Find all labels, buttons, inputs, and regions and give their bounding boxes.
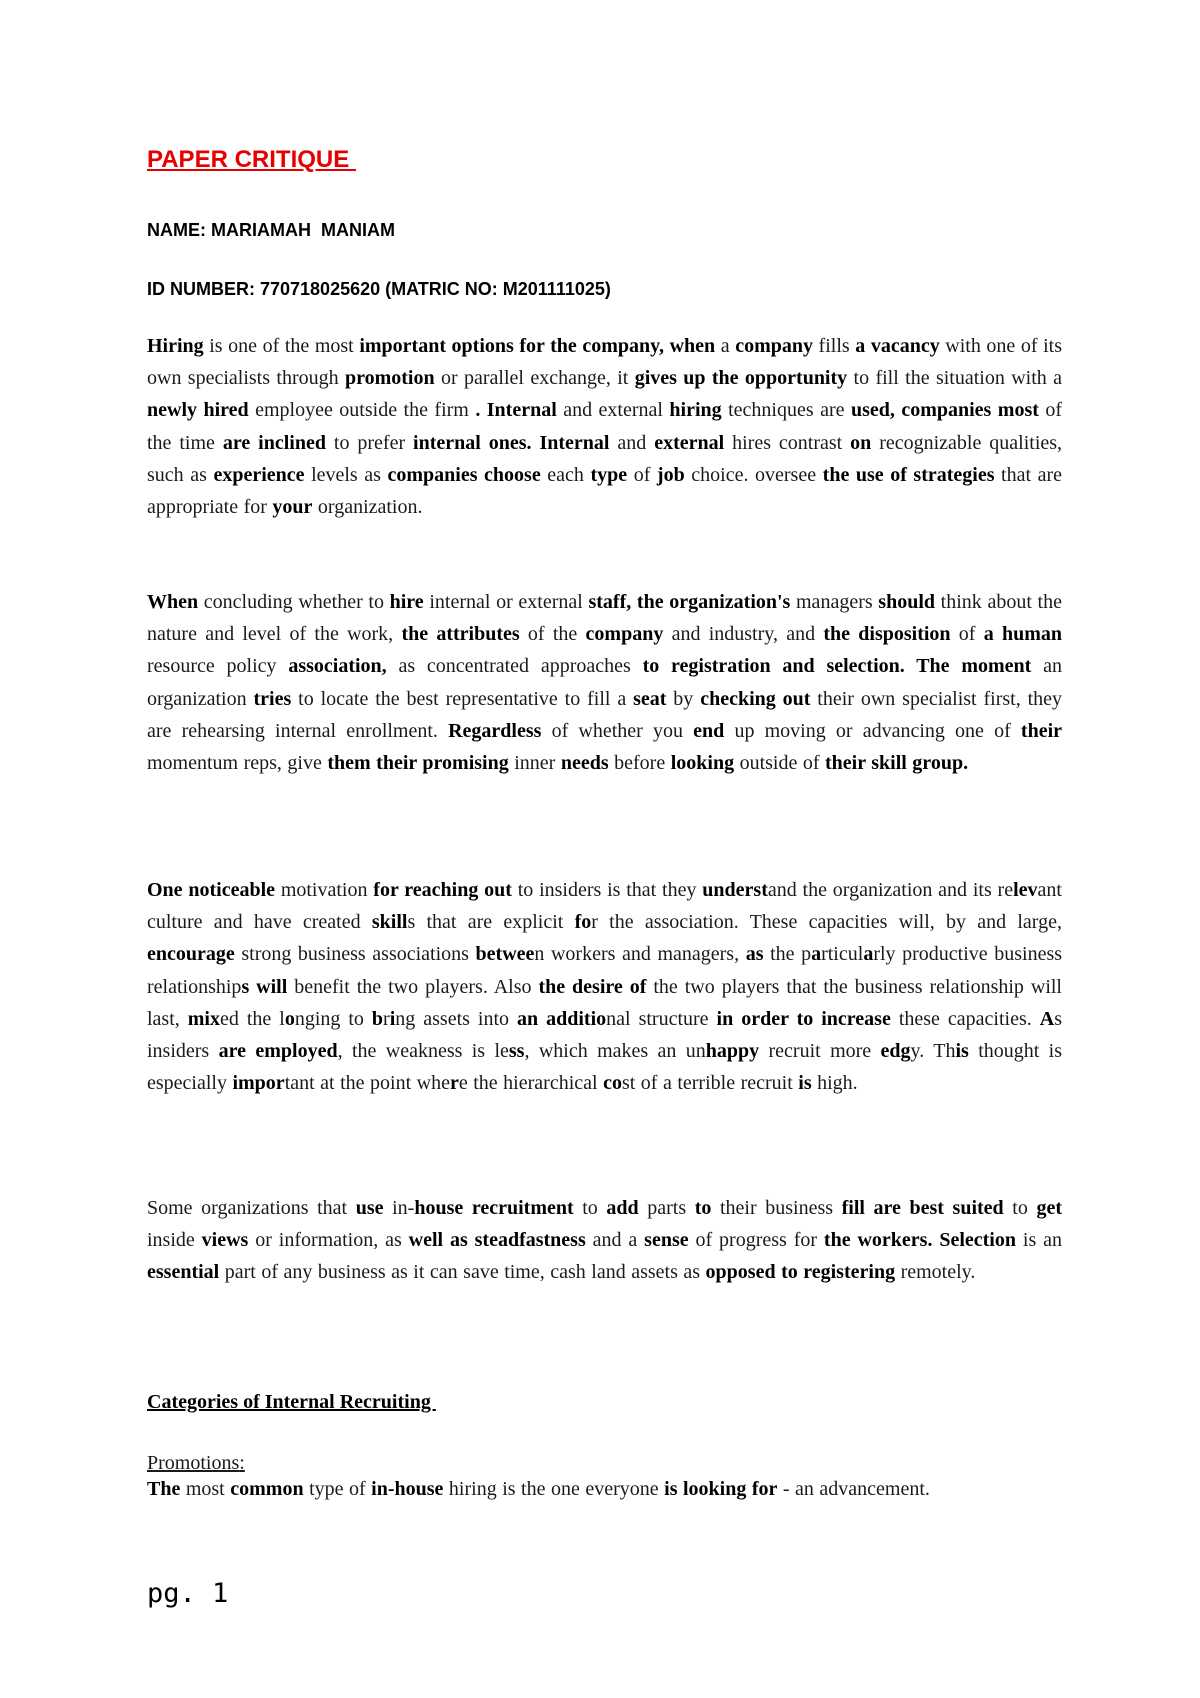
text-run: are inclined — [222, 431, 326, 454]
text-run: the disposition — [823, 623, 951, 646]
text-run: strong business associations — [234, 943, 476, 966]
text-run: by — [666, 687, 701, 710]
text-run: skill — [371, 911, 408, 934]
text-run: that are appropriate for — [147, 463, 1063, 519]
text-run: staff, the organization's — [588, 591, 791, 613]
text-run: lev — [1013, 879, 1038, 901]
text-run: to fill the situation with a — [847, 367, 1062, 390]
text-run: as concentrated approaches — [386, 655, 643, 678]
text-run: important options for the company, when — [359, 335, 716, 357]
text-run: levels as — [304, 463, 388, 486]
text-run: st of a terrible recruit — [621, 1072, 799, 1095]
text-run: One noticeable — [147, 879, 276, 901]
text-run: impor — [232, 1072, 285, 1095]
text-run: gives up the opportunity — [634, 367, 848, 390]
text-run: add — [606, 1197, 639, 1219]
student-id: ID NUMBER: 770718025620 (MATRIC NO: M201111025) — [147, 279, 611, 299]
text-run: a — [715, 335, 736, 357]
text-run: use — [355, 1197, 384, 1219]
subheading-promotions — [147, 1452, 245, 1475]
text-run: happy — [705, 1040, 760, 1063]
text-run: type of — [303, 1478, 372, 1500]
text-run: Some organizations that — [147, 1197, 356, 1219]
text-run: companies choose — [387, 463, 541, 486]
text-run: think about the nature and level of the work, — [147, 591, 1062, 646]
text-run: When — [147, 591, 199, 613]
text-run: their skill group. — [825, 752, 969, 775]
page-title: PAPER CRITIQUE — [147, 146, 356, 173]
text-run: of — [627, 463, 657, 486]
text-run: up moving or advancing one of — [724, 719, 1021, 742]
text-run: of the — [519, 623, 586, 646]
text-run: - an advancement. — [777, 1478, 930, 1500]
text-run: a human — [983, 623, 1063, 646]
text-run: views — [201, 1229, 249, 1252]
text-run: and industry, and — [663, 623, 824, 646]
text-run: fo — [574, 911, 592, 934]
text-run: their own specialist first, they are rehearsing internal enrollment. — [147, 687, 1063, 742]
text-run: nging to — [294, 1007, 372, 1030]
text-run: experience — [213, 463, 305, 486]
text-run: the workers. Selection — [823, 1229, 1016, 1252]
text-run: ng assets into — [395, 1007, 518, 1030]
text-run: remotely. — [895, 1261, 976, 1284]
paragraph-4 — [147, 1192, 1062, 1289]
paragraph-1 — [147, 330, 1062, 523]
text-run: used, companies most — [850, 399, 1039, 422]
text-run: s insiders — [147, 1007, 1062, 1063]
text-run: motivation — [275, 879, 374, 901]
text-run: the attributes — [401, 623, 520, 646]
text-run: . Internal — [475, 399, 557, 422]
text-run: each — [540, 463, 591, 486]
text-run: benefit the two players. Also — [287, 975, 539, 998]
text-run: The — [147, 1478, 181, 1500]
text-run: to — [1003, 1197, 1037, 1219]
text-run: sense — [644, 1229, 689, 1252]
text-run: encourage — [147, 943, 235, 966]
text-run: ss — [508, 1040, 525, 1063]
text-run: these capacities. — [890, 1007, 1040, 1030]
text-run: techniques are — [721, 399, 851, 422]
text-run: managers — [790, 591, 879, 613]
text-run: before — [608, 752, 671, 775]
text-run: the desire of — [538, 975, 647, 998]
text-run: to — [694, 1197, 712, 1219]
text-run: parts — [638, 1197, 695, 1219]
text-run: b — [371, 1007, 384, 1030]
text-run: the two players that the business relationship will last, — [147, 975, 1062, 1030]
text-run: in order to increase — [716, 1007, 891, 1030]
text-run: on — [850, 431, 872, 454]
text-run: the use of strategies — [822, 463, 995, 486]
text-run: to — [573, 1197, 607, 1219]
text-run: in-house — [371, 1478, 444, 1500]
text-run: organization. — [312, 496, 423, 519]
text-run: high. — [811, 1072, 858, 1095]
paragraph-2 — [147, 586, 1062, 779]
text-run: fills — [812, 335, 856, 357]
text-run: mix — [187, 1007, 220, 1030]
text-run: their business — [711, 1197, 842, 1219]
text-run: to registration and selection. The moment — [642, 655, 1032, 678]
subheading-label: Promotions — [147, 1452, 240, 1474]
text-run: of — [950, 623, 984, 646]
text-run: o — [284, 1007, 295, 1030]
text-run: your — [272, 496, 313, 519]
text-run: recruit more — [759, 1040, 881, 1063]
text-run: external — [654, 431, 725, 454]
text-run: nal structure — [606, 1007, 717, 1030]
text-run: choice. oversee — [684, 463, 823, 486]
text-run: newly hired — [147, 399, 249, 422]
text-run: thought is especially — [147, 1040, 1063, 1095]
text-run: betwee — [475, 943, 535, 966]
text-run: company — [585, 623, 664, 646]
text-run: , the weakness is le — [337, 1040, 509, 1063]
text-run: internal ones. Internal — [413, 431, 610, 454]
page-number: pg. 1 — [147, 1578, 229, 1609]
text-run: y. Th — [910, 1040, 956, 1063]
text-run: should — [878, 591, 936, 613]
text-run: part of any business as it can save time, cash land assets as — [219, 1261, 706, 1284]
text-run: to locate the best representative to fill a — [291, 687, 634, 710]
text-run: opposed to registering — [705, 1261, 896, 1284]
student-name: NAME: MARIAMAH MANIAM — [147, 220, 395, 240]
text-run: most — [180, 1478, 231, 1500]
text-run: them their promising — [327, 752, 509, 775]
text-run: is looking for — [664, 1478, 778, 1500]
text-run: s will — [241, 975, 288, 998]
text-run: of the time — [147, 399, 1063, 454]
subheading-colon: : — [239, 1452, 245, 1474]
text-run: rly productive business relationship — [147, 943, 1063, 998]
text-run: association, — [288, 655, 387, 678]
text-run: momentum reps, give — [147, 752, 328, 775]
text-run: s that are explicit — [407, 911, 575, 934]
text-run: A — [1039, 1007, 1055, 1030]
text-run: hiring is the one everyone — [443, 1478, 665, 1500]
text-run: n workers and managers, — [534, 943, 746, 966]
text-run: an additio — [517, 1007, 607, 1030]
text-run: fill are best suited — [841, 1197, 1004, 1219]
text-run: Regardless — [448, 719, 542, 742]
text-run: tant at the point whe — [284, 1072, 450, 1095]
text-run: essential — [147, 1261, 220, 1284]
paragraph-5 — [147, 1476, 1062, 1503]
text-run: needs — [560, 752, 609, 775]
text-run: of progress for — [688, 1229, 824, 1252]
text-run: employee outside the firm — [248, 399, 476, 422]
text-run: tries — [253, 687, 292, 710]
text-run: checking out — [700, 687, 811, 710]
text-run: end — [693, 719, 725, 742]
text-run: of whether you — [541, 719, 694, 742]
text-run: an organization — [147, 655, 1062, 710]
text-run: i — [389, 1007, 396, 1030]
text-run: a — [863, 943, 874, 966]
text-run: and a — [585, 1229, 645, 1252]
text-run: looking — [670, 752, 735, 775]
text-run: ed the l — [219, 1007, 285, 1030]
text-run: house recruitment — [414, 1197, 574, 1219]
text-run: to insiders is that they — [511, 879, 703, 901]
text-run: co — [603, 1072, 622, 1095]
text-run: ant culture and have created — [147, 879, 1062, 934]
text-run: r — [383, 1007, 390, 1030]
text-run: or information, as — [248, 1229, 409, 1252]
section-heading: Categories of Internal Recruiting — [147, 1391, 436, 1413]
text-run: r the association. These capacities will, by and large, — [591, 911, 1062, 934]
text-run: edg — [880, 1040, 911, 1063]
text-run: are employed — [218, 1040, 338, 1063]
text-run: common — [230, 1478, 304, 1500]
text-run: rticul — [821, 943, 864, 966]
text-run: is an — [1016, 1229, 1062, 1252]
text-run: a — [811, 943, 822, 966]
text-run: or parallel exchange, it — [434, 367, 635, 390]
text-run: type — [590, 463, 628, 486]
text-run: internal or external — [423, 591, 589, 613]
text-run: is — [955, 1040, 969, 1063]
text-run: e the hierarchical — [458, 1072, 604, 1095]
text-run: is — [798, 1072, 812, 1095]
text-run: underst — [702, 879, 768, 901]
text-run: , which makes an un — [524, 1040, 706, 1063]
text-run: and the organization and its re — [767, 879, 1014, 901]
text-run: for reaching out — [373, 879, 512, 901]
text-run: Hiring — [147, 335, 204, 357]
text-run: get — [1036, 1197, 1062, 1219]
text-run: hiring — [669, 399, 722, 422]
text-run: in- — [383, 1197, 415, 1219]
text-run: job — [656, 463, 685, 486]
text-run: recognizable qualities, such as — [147, 431, 1063, 486]
text-run: well as steadfastness — [408, 1229, 586, 1252]
text-run: concluding whether to — [198, 591, 390, 613]
text-run: their — [1020, 719, 1063, 742]
text-run: a vacancy — [855, 335, 940, 357]
text-run: inner — [508, 752, 561, 775]
text-run: and external — [556, 399, 670, 422]
text-run: company — [735, 335, 813, 357]
text-run: promotion — [344, 367, 435, 390]
text-run: hires contrast — [724, 431, 851, 454]
text-run: as — [745, 943, 764, 966]
text-run: and — [609, 431, 655, 454]
text-run: hire — [389, 591, 424, 613]
text-run: is one of the most — [203, 335, 360, 357]
text-run: resource policy — [147, 655, 289, 678]
text-run: seat — [633, 687, 667, 710]
text-run: with one of its own specialists through — [147, 335, 1062, 390]
text-run: to prefer — [325, 431, 414, 454]
text-run: inside — [147, 1229, 202, 1252]
paragraph-3 — [147, 874, 1062, 1099]
text-run: r — [449, 1072, 459, 1095]
text-run: the p — [763, 943, 812, 966]
text-run: outside of — [734, 752, 825, 775]
